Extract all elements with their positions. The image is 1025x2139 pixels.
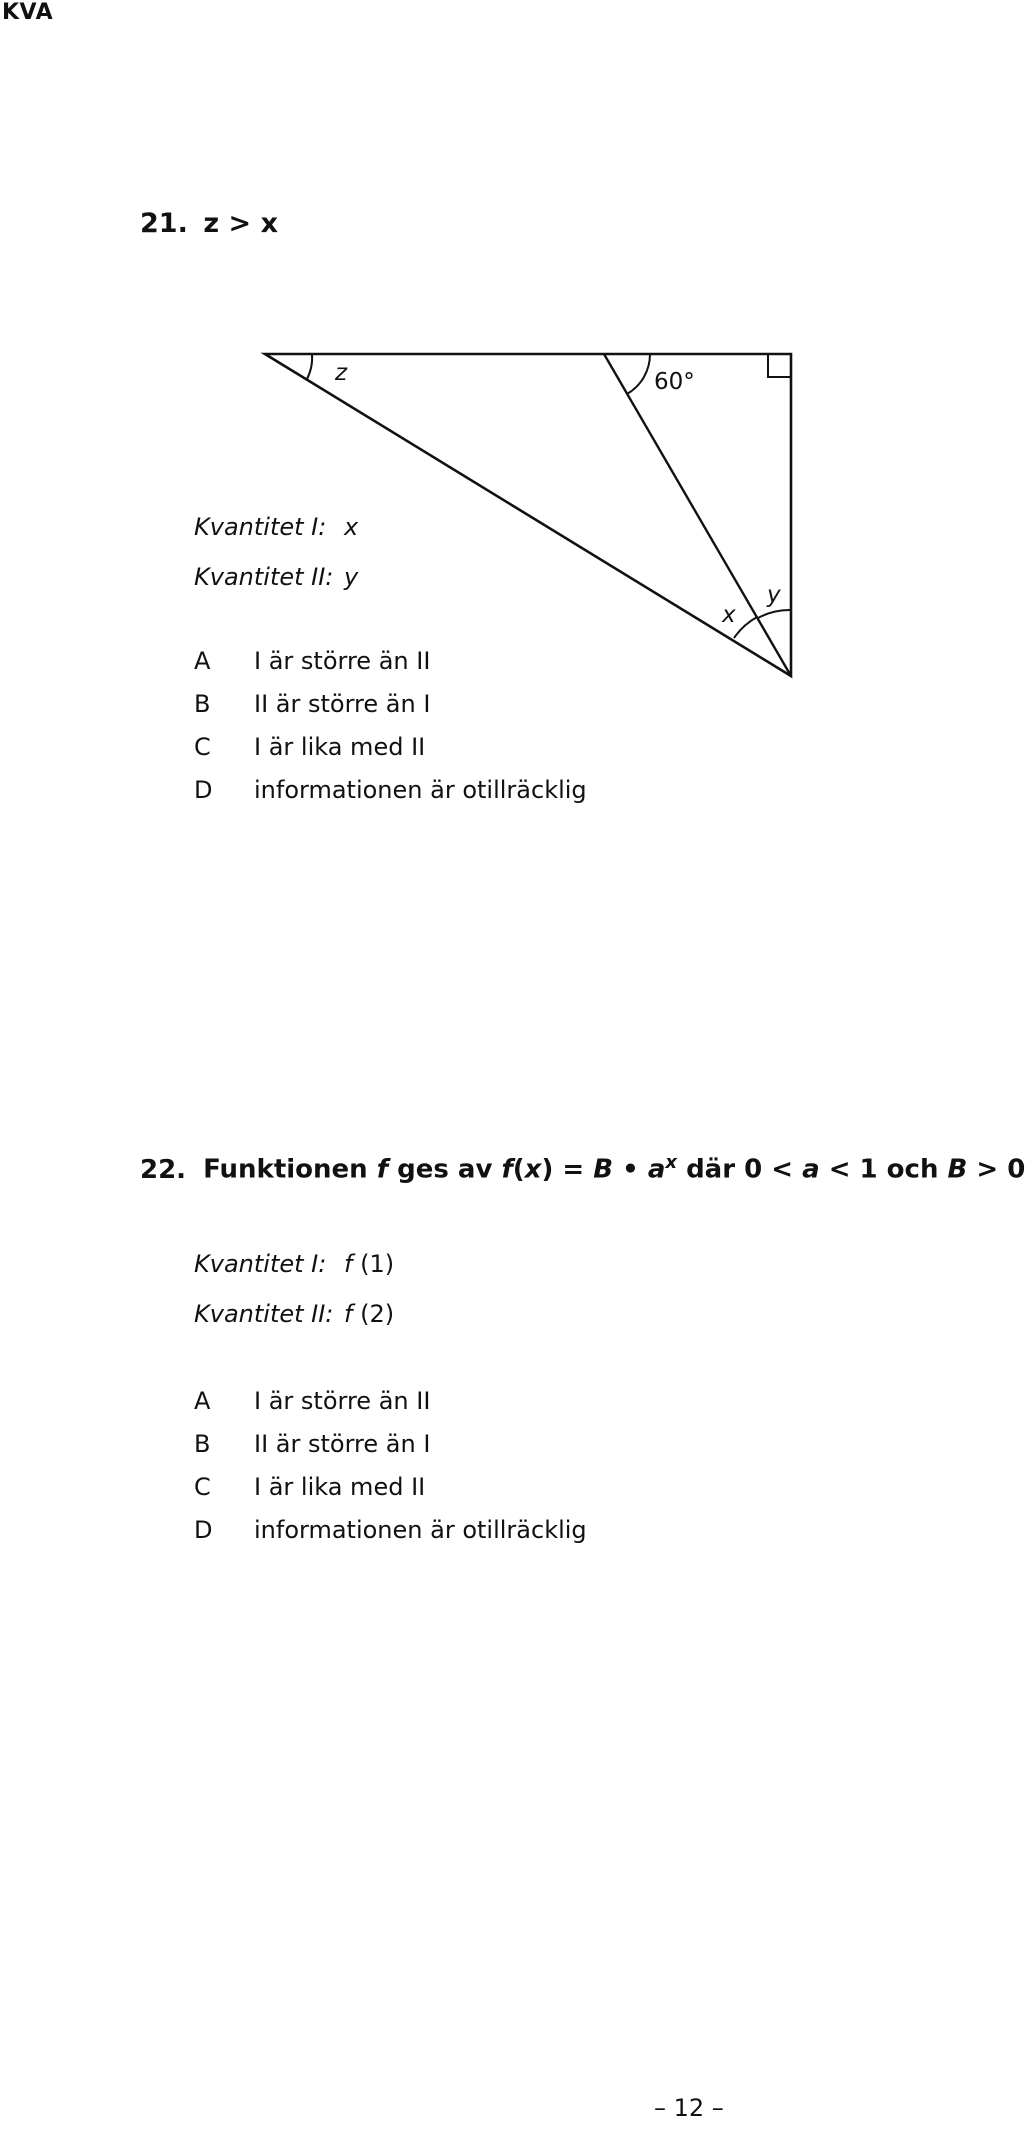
ges-av-text: ges av: [397, 1154, 493, 1185]
quantity-row: [194, 1250, 394, 1300]
angle-arc-z: [307, 354, 312, 379]
option-letter: C: [194, 733, 211, 761]
quantity-value: x: [344, 513, 359, 541]
equals-sign: =: [562, 1154, 585, 1185]
option-letter: D: [194, 1516, 213, 1544]
quantity-row: [194, 1300, 394, 1328]
option-text: informationen är otillräcklig: [254, 776, 587, 804]
statement-operator: >: [228, 208, 252, 239]
quantity-function: f: [344, 1300, 353, 1328]
question-22-title: 22. Funktionen f ges av f(x) = B • $a^x$ där 0 < a < 1 och B > 0: [140, 1152, 1025, 1185]
triangle-figure: [0, 0, 960, 700]
option-text: informationen är otillräcklig: [254, 1516, 587, 1544]
inner-line: [604, 354, 791, 676]
option-letter: D: [194, 776, 213, 804]
option-text: II är större än I: [254, 690, 431, 718]
multiplication-dot: •: [622, 1154, 639, 1185]
question-number: 22.: [140, 1154, 187, 1185]
option-text: I är större än II: [254, 647, 431, 675]
quantity-label: Kvantitet II:: [194, 1300, 334, 1328]
option-text: II är större än I: [254, 1430, 431, 1458]
quantity-function: f: [344, 1250, 353, 1278]
quantity-value: y: [344, 563, 359, 591]
option-letter: B: [194, 1430, 211, 1458]
option-b[interactable]: [194, 690, 587, 733]
coefficient-b: B: [593, 1154, 614, 1185]
question-22-options: [194, 1387, 587, 1559]
option-text: I är lika med II: [254, 733, 426, 761]
quantity-argument: (1): [360, 1250, 395, 1278]
quantity-label: Kvantitet I:: [194, 513, 327, 541]
option-b[interactable]: [194, 1430, 587, 1473]
statement-z: z: [203, 208, 220, 239]
option-letter: C: [194, 1473, 211, 1501]
page-number: – 12 –: [654, 2094, 724, 2122]
function-name: f: [376, 1154, 389, 1185]
option-text: I är lika med II: [254, 1473, 426, 1501]
question-number: 21.: [140, 208, 188, 239]
option-letter: A: [194, 647, 211, 675]
condition-text: där 0 <: [686, 1154, 794, 1185]
question-21-options: [194, 647, 587, 819]
option-letter: B: [194, 690, 211, 718]
section-header: KVA: [2, 0, 54, 25]
option-c[interactable]: [194, 733, 587, 776]
option-text: I är större än II: [254, 1387, 431, 1415]
label-60-degrees: 60°: [654, 369, 695, 395]
condition-b: B: [947, 1154, 968, 1185]
function-symbol: f: [501, 1154, 513, 1185]
label-y: y: [767, 582, 781, 608]
condition-text-2: < 1 och: [828, 1154, 939, 1185]
condition-a: a: [802, 1154, 820, 1185]
option-d[interactable]: [194, 776, 587, 819]
base-a: a: [647, 1154, 666, 1185]
condition-text-3: > 0: [976, 1154, 1025, 1185]
right-angle-marker: [768, 354, 791, 377]
label-x: x: [722, 602, 736, 628]
quantity-label: Kvantitet I:: [194, 1250, 327, 1278]
question-21-quantities: [194, 513, 358, 591]
statement-x: x: [260, 208, 278, 239]
question-22-quantities: [194, 1250, 394, 1328]
option-letter: A: [194, 1387, 211, 1415]
angle-arc-x: [734, 617, 757, 638]
quantity-row: [194, 513, 358, 563]
angle-arc-y: [758, 610, 791, 618]
exponent-x: x: [665, 1152, 677, 1173]
intro-text: Funktionen: [203, 1154, 368, 1185]
function-variable: x: [524, 1154, 542, 1185]
quantity-label: Kvantitet II:: [194, 563, 334, 591]
option-a[interactable]: [194, 647, 587, 690]
angle-arc-60: [627, 354, 650, 394]
option-c[interactable]: [194, 1473, 587, 1516]
label-z: z: [335, 360, 348, 386]
option-d[interactable]: [194, 1516, 587, 1559]
quantity-row: [194, 563, 358, 591]
quantity-argument: (2): [360, 1300, 395, 1328]
option-a[interactable]: [194, 1387, 587, 1430]
